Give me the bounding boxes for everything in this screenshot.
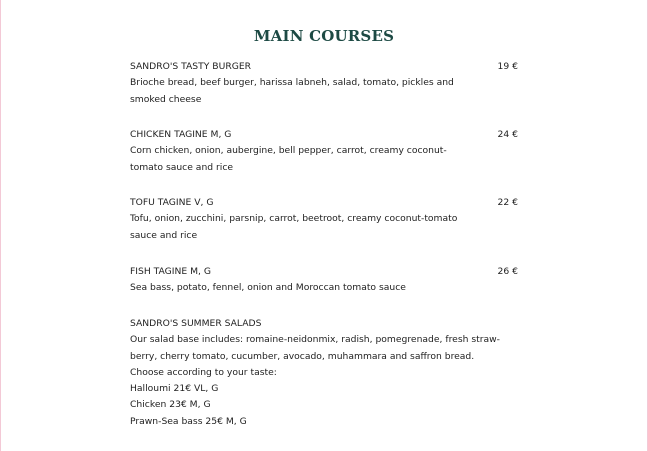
dish-name: SANDRO'S SUMMER SALADS [130,318,262,329]
menu-item-fish-tagine [130,264,520,297]
dish-name: TOFU TAGINE V, G [130,197,214,208]
dish-name: CHICKEN TAGINE M, G [130,129,232,140]
dish-description: Sea bass, potato, fennel, onion and Moroccan tomato sauce [130,282,406,294]
dish-name: FISH TAGINE M, G [130,266,211,277]
dish-price: 24 € [497,129,518,140]
salad-description-line: berry, cherry tomato, cucumber, avocado, muhammara and saffron bread. [130,350,475,362]
salad-option-chicken: Chicken 23€ M, G [130,399,211,411]
menu-item-burger [130,59,520,108]
menu-item-tofu-tagine [130,195,520,244]
salad-description-line: Our salad base includes: romaine-neidonmix, radish, pomegrenade, fresh straw- [130,334,500,346]
dish-description: Tofu, onion, zucchini, parsnip, carrot, beetroot, creamy coconut-tomato sauce and rice [130,213,458,241]
dish-price: 26 € [497,266,518,277]
section-title: MAIN COURSES [253,27,395,45]
dish-description: Brioche bread, beef burger, harissa labneh, salad, tomato, pickles and smoked cheese [130,77,454,105]
dish-price: 19 € [497,61,518,72]
salad-option-halloumi: Halloumi 21€ VL, G [130,383,219,395]
page-left-edge [0,0,1,451]
salad-choice-prompt: Choose according to your taste: [130,366,277,378]
dish-name: SANDRO'S TASTY BURGER [130,61,252,72]
menu-item-chicken-tagine [130,127,520,176]
dish-price: 22 € [497,197,518,208]
salad-option-prawn-sea-bass: Prawn-Sea bass 25€ M, G [130,415,247,427]
dish-description: Corn chicken, onion, aubergine, bell pepper, carrot, creamy coconut-tomato sauce and rice [130,145,447,173]
menu-item-summer-salads [130,316,520,430]
